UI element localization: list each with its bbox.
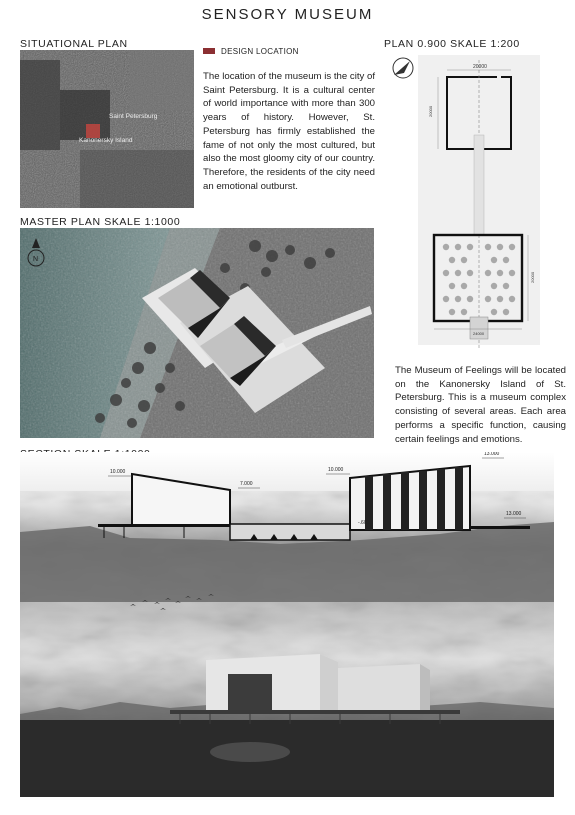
description-text: The Museum of Feelings will be located on the Kanonersky Island of St. Petersburg. This is a museum complex consisting of several areas. Each area performs a specific function, causing certain feelings and emotions. [395, 365, 566, 445]
page-title: SENSORY MUSEUM [201, 6, 374, 23]
situational-map [20, 50, 194, 208]
plan-heading: PLAN 0.900 SKALE 1:200 [384, 38, 520, 50]
design-location-marker [86, 124, 100, 138]
floor-plan [418, 55, 540, 355]
level-right-ground: 13.000 [506, 511, 522, 517]
master-plan-heading: MASTER PLAN SKALE 1:1000 [20, 216, 181, 228]
level-left-roof: 7.000 [240, 481, 253, 487]
level-left-top: 10.000 [110, 469, 126, 475]
dim-top: 20000 [473, 64, 487, 70]
dim-bottom: 24000 [473, 331, 485, 336]
legend-swatch [203, 48, 215, 54]
dim-right: 20000 [530, 271, 535, 283]
level-underground: -.600 [358, 520, 370, 526]
map-label-saint-petersburg: Saint Petersburg [109, 113, 158, 120]
situational-text: The location of the museum is the city of Saint Petersburg. It is a cultural center of world importance with more than 300 years of history. However, St. Petersburg has firmly established the fame of not only the most cultured, but also the most gloomy city of our country. Therefore, the residents of the city need an emotional outburst. [203, 71, 375, 192]
dim-left: 20000 [428, 105, 433, 117]
north-arrow-icon [390, 55, 416, 81]
master-plan [20, 228, 374, 438]
legend-label: DESIGN LOCATION [221, 47, 299, 56]
section-render [20, 452, 554, 797]
level-right-top: 13.000 [484, 452, 500, 457]
situational-plan-heading: SITUATIONAL PLAN [20, 38, 128, 50]
level-right-low: 10.000 [328, 467, 344, 473]
map-label-kanonersky: Kanonersky Island [79, 137, 133, 144]
north-label: N [33, 256, 39, 263]
